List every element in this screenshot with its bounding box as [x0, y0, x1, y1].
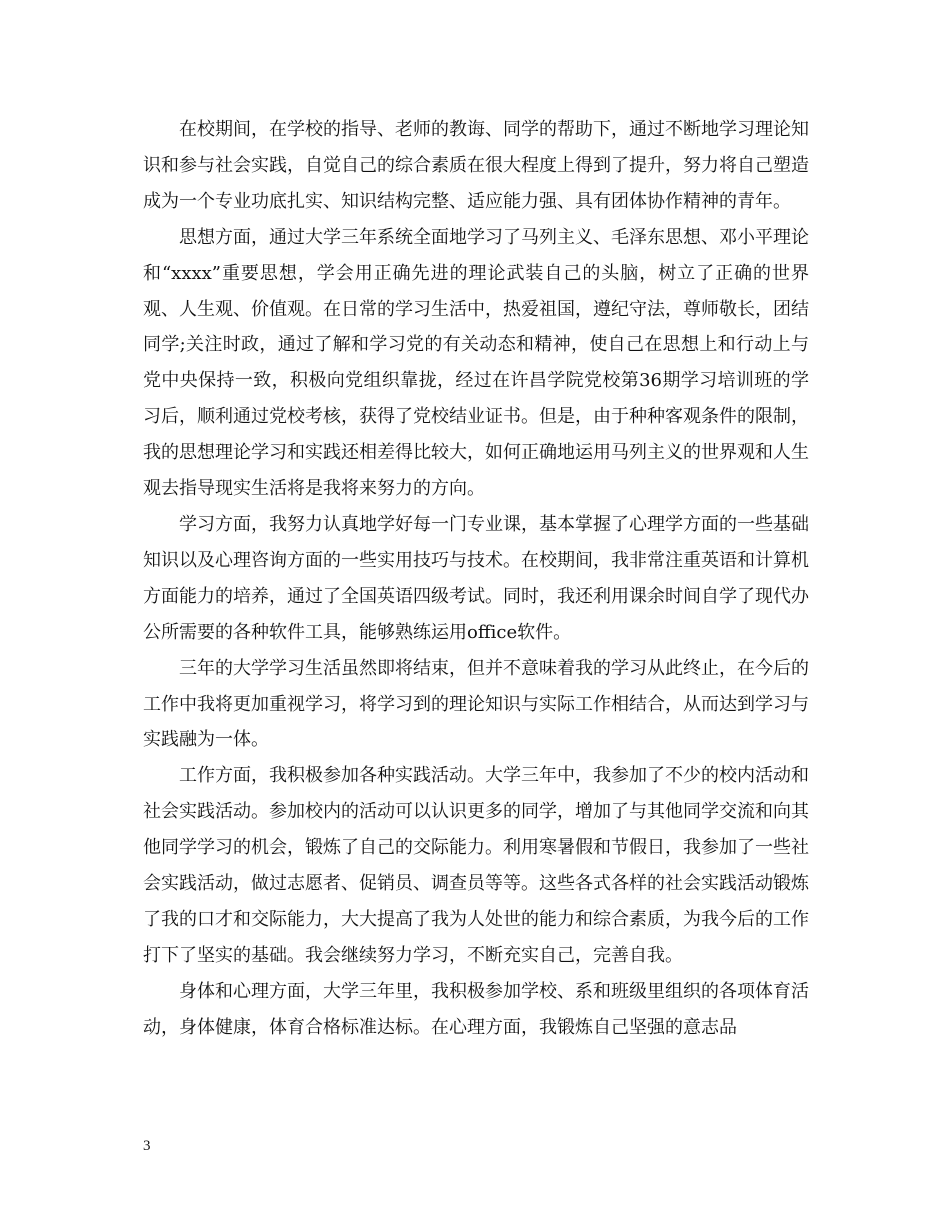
paragraph-study: 学习方面，我努力认真地学好每一门专业课，基本掌握了心理学方面的一些基础知识以及心理咨询方面的一些实用技巧与技术。在校期间，我非常注重英语和计算机方面能力的培养，通过了全国英语四级考试。同时，我还利用课余时间自学了现代办公所需要的各种软件工具，能够熟练运用office软件。	[143, 513, 809, 643]
paragraph-body-mind: 身体和心理方面，大学三年里，我积极参加学校、系和班级里组织的各项体育活动，身体健康，体育合格标准达标。在心理方面，我锻炼自己坚强的意志品	[143, 980, 809, 1038]
document-body	[143, 112, 809, 1046]
paragraph-work: 工作方面，我积极参加各种实践活动。大学三年中，我参加了不少的校内活动和社会实践活动。参加校内的活动可以认识更多的同学，增加了与其他同学交流和向其他同学学习的机会，锻炼了自己的交际能力。利用寒暑假和节假日，我参加了一些社会实践活动，做过志愿者、促销员、调查员等等。这些各式各样的社会实践活动锻炼了我的口才和交际能力，大大提高了我为人处世的能力和综合素质，为我今后的工作打下了坚实的基础。我会继续努力学习，不断充实自己，完善自我。	[143, 765, 809, 966]
paragraph-future-learning: 三年的大学学习生活虽然即将结束，但并不意味着我的学习从此终止，在今后的工作中我将更加重视学习，将学习到的理论知识与实际工作相结合，从而达到学习与实践融为一体。	[143, 657, 809, 751]
paragraph-school-period: 在校期间，在学校的指导、老师的教诲、同学的帮助下，通过不断地学习理论知识和参与社会实践，自觉自己的综合素质在很大程度上得到了提升，努力将自己塑造成为一个专业功底扎实、知识结构完整、适应能力强、具有团体协作精神的青年。	[143, 119, 809, 212]
paragraph-ideology: 思想方面，通过大学三年系统全面地学习了马列主义、毛泽东思想、邓小平理论和“xxxx”重要思想，学会用正确先进的理论武装自己的头脑，树立了正确的世界观、人生观、价值观。在日常的学习生活中，热爱祖国，遵纪守法，尊师敬长，团结同学;关注时政，通过了解和学习党的有关动态和精神，使自己在思想上和行动上与党中央保持一致，积极向党组织靠拢，经过在许昌学院党校第36期学习培训班的学习后，顺利通过党校考核，获得了党校结业证书。但是，由于种种客观条件的限制，我的思想理论学习和实践还相差得比较大，如何正确地运用马列主义的世界观和人生观去指导现实生活将是我将来努力的方向。	[143, 226, 809, 500]
page-number: 3	[143, 1138, 151, 1154]
